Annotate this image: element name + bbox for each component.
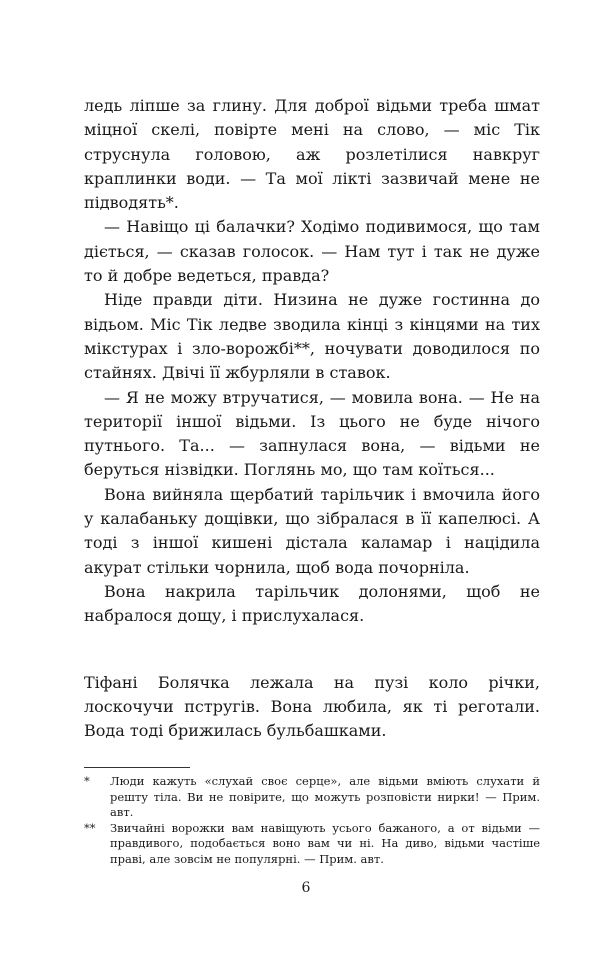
paragraph: Вона накрила тарільчик долонями, щоб не набралося дощу, і прислухалася.: [84, 581, 540, 626]
footnote: [84, 821, 540, 868]
paragraph: Вона вийняла щербатий тарільчик і вмочила його у калабаньку дощівки, що зібралася в її капелюсі. А тоді з іншої кишені дістала каламар і націдила акурат стільки чорнила, щоб вода почорніла.: [84, 484, 540, 577]
paragraph: ледь ліпше за глину. Для доброї відьми треба шмат міцної скелі, повірте мені на слово, — міс Тік струснула головою, аж розлетілися навкруг краплинки води. — Та мої лікті зазвичай мене не підводять*.: [84, 96, 540, 213]
paragraph: — Навіщо ці балачки? Ходімо подивимося, що там діється, — сказав голосок. — Нам тут і так не дуже то й добре ведеться, правда?: [84, 217, 540, 286]
footnote-mark: **: [84, 820, 96, 835]
paragraph: — Я не можу втручатися, — мовила вона. — Не на території іншої відьми. Із цього не буде нічого путнього. Та... — запнулася вона, — відьми не беруться нізвідки. Поглянь мо, що там коїться...: [84, 387, 540, 480]
page-body: [84, 94, 540, 867]
section-break: [84, 629, 540, 671]
page-number: 6: [301, 880, 311, 896]
section-paragraph: Тіфані Болячка лежала на пузі коло річки, лоскочучи пстругів. Вона любила, як ті реготали. Вода тоді брижилась бульбашками.: [84, 672, 540, 741]
footnote-text: Звичайні ворожки вам навіщують усього бажаного, а от відьми — правдивого, подобається воно вам чи ні. На диво, відьми частіше праві, але зовсім не популярні. — Прим. авт.: [110, 820, 540, 866]
footnote-mark: *: [84, 774, 90, 789]
footnote: [84, 774, 540, 821]
footnote-rule: [84, 767, 190, 768]
paragraph: Ніде правди діти. Низина не дуже гостинна до відьом. Міс Тік ледве зводила кінці з кінцями на тих мікстурах і зло-ворожбі**, ночувати доводилося по стайнях. Двічі її жбурляли в ставок.: [84, 290, 540, 383]
footnote-text: Люди кажуть «слухай своє серце», але відьми вміють слухати й решту тіла. Ви не повірите, що можуть розповісти нирки! — Прим. авт.: [110, 774, 540, 820]
